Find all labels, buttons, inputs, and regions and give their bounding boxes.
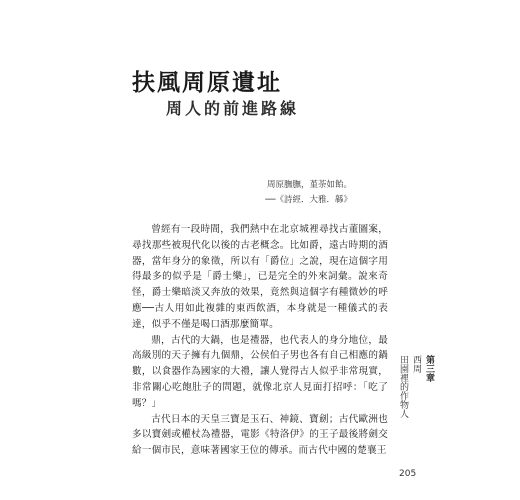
paragraph: 古代日本的天皇三寶是玉石、神鏡、寶劍；古代歐洲也多以寶劍或權杖為禮器，電影《特洛伊》的王子最後將劍交給一個市民，意味著國家王位的傳承。而古代中國的楚襄王 (132, 413, 388, 457)
sidebar-section: 西周 (411, 355, 421, 373)
epigraph-source: ──《詩經．大雅．緜》 (265, 195, 352, 205)
paragraph: 鼎，古代的大鍋，也是禮器，也代表人的身分地位，最高級別的天子擁有九個鼎，公侯伯子男也各有自己相應的鍋數，以食器作為國家的大禮，讓人覺得古人似乎非常現實，非常關心吃飽肚子的問題，就像北京人見面打招呼：「吃了嗎？」 (132, 334, 388, 409)
chapter-subtitle: 周人的前進路線 (166, 99, 300, 118)
chapter-title: 扶風周原遺址 (132, 70, 282, 96)
running-sidebar (398, 355, 434, 418)
epigraph-quote: 周原膴膴，堇荼如飴。 (266, 180, 352, 190)
sidebar-chapter: 第三章 (424, 355, 434, 382)
body-text (132, 222, 388, 459)
paragraph: 曾經有一段時間，我們熱中在北京城裡尋找古董圖案，尋找那些被現代化以後的古老概念。比如爵，遠古時期的酒器，當年身分的象徵，所以有「爵位」之說，現在這個字用得最多的似乎是「爵士樂」，已是完全的外來詞彙。說來奇怪，爵士樂暗淡又奔放的效果，竟然與這個字有種微妙的呼應──古人用如此複雜的東西飲酒，本身就是一種儀式的表達，似乎不僅是喝口酒那麼簡單。 (132, 224, 388, 330)
page-number: 205 (399, 469, 417, 479)
sidebar-topic: 田園裡的作物人 (398, 355, 408, 418)
epigraph (265, 178, 352, 208)
